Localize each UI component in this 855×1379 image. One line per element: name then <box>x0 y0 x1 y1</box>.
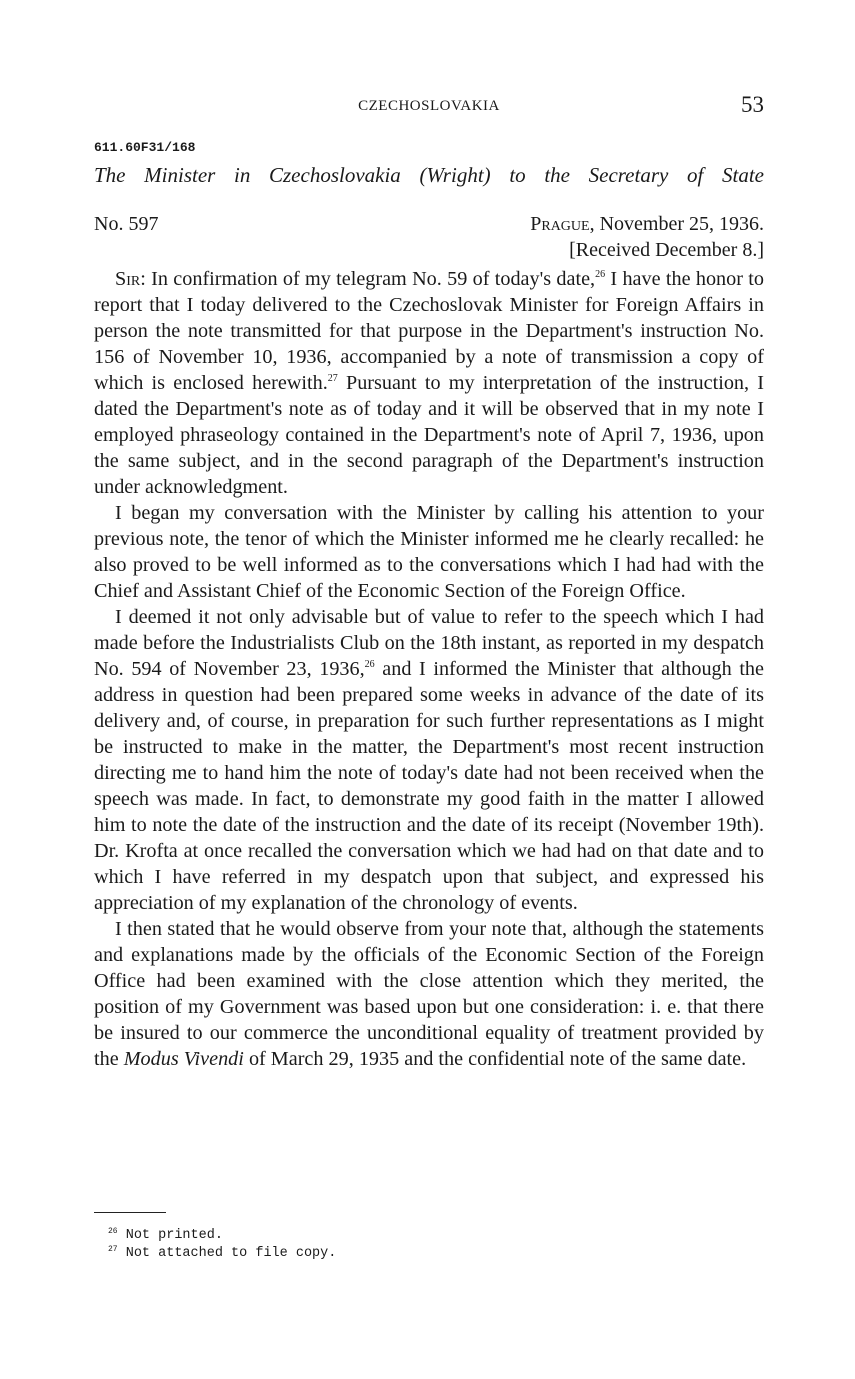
paragraph-text: and I informed the Minister that although the address in question had been prepared some weeks in advance of the date of its delivery and, of course, in preparation for such further representations as I might be instructed to make in the matter, the Department's most recent instruction directing me to hand him the note of today's date had not been received when the speech was made. In fact, to demonstrate my good faith in the matter I allowed him to note the date of the instruction and the date of its receipt (November 19th). Dr. Krofta at once recalled the conversation which we had had on that date and to which I have referred in my despatch upon that subject, and expressed his appreciation of my explanation of the chronology of events. <box>94 658 764 914</box>
footnote-ref: 26 <box>364 659 375 670</box>
paragraph-text: : In confirmation of my telegram No. 59 of today's date, <box>140 268 596 290</box>
italic-term: Modus Vivendi <box>123 1048 244 1070</box>
paragraph: I began my conversation with the Minister by calling his attention to your previous note, the tenor of which the Minister informed me he clearly recalled: he also proved to be well informed as to the conversations which I had had with the Chief and Assistant Chief of the Economic Section of the Foreign Office. <box>94 502 764 602</box>
footnote-mark: 27 <box>108 1245 118 1255</box>
salutation: Sir <box>115 268 141 290</box>
paragraph <box>94 266 764 500</box>
paragraph <box>94 916 764 1072</box>
document-number: No. 597 <box>94 213 159 235</box>
footnote-ref: 26 <box>595 269 606 280</box>
date: , November 25, 1936. <box>589 213 764 235</box>
running-title: CZECHOSLOVAKIA <box>358 98 500 114</box>
footnote-text: Not attached to file copy. <box>125 1246 337 1261</box>
dateline <box>530 211 764 263</box>
running-header <box>94 92 764 122</box>
footnote <box>108 1227 336 1245</box>
page-number: 53 <box>741 92 764 117</box>
file-number: 611.60F31/168 <box>94 140 196 155</box>
footnotes <box>108 1227 336 1263</box>
paragraph-text: I have the honor to report that I today delivered to the Czechoslovak Minister for Foreign Affairs in person the note transmitted for that purpose in the Department's instruction No. 156 of November 10, 1936, accompanied by a note of transmission a copy of which is enclosed herewith. <box>94 268 764 394</box>
place: Prague <box>530 213 590 235</box>
footnote-text: Not printed. <box>125 1228 223 1243</box>
footnote-divider <box>94 1212 166 1213</box>
footnote-mark: 26 <box>108 1227 118 1237</box>
footnote-ref: 27 <box>327 373 338 384</box>
place-date <box>530 211 764 237</box>
paragraph-text: Pursuant to my interpretation of the instruction, I dated the Department's note as of today and it will be observed that in my note I employed phraseology contained in the Department's note of April 7, 1936, upon the same subject, and in the second paragraph of the Department's instruction under acknowledgment. <box>94 372 765 498</box>
footnote <box>108 1245 336 1263</box>
paragraph-text: of March 29, 1935 and the confidential note of the same date. <box>243 1048 747 1070</box>
received-date: [Received December 8.] <box>569 239 764 261</box>
paragraph-text: I then stated that he would observe from your note that, although the statements and explanations made by the officials of the Economic Section of the Foreign Office had been examined with the close attention which they merited, the position of my Government was based upon but one consideration: i. e. that there be insured to our commerce the unconditional equality of treatment provided by the <box>94 918 764 1070</box>
document-title: The Minister in Czechoslovakia (Wright) to the Secretary of State <box>94 163 764 187</box>
letter-body <box>94 266 764 1072</box>
paragraph-text: I deemed it not only advisable but of value to refer to the speech which I had made before the Industrialists Club on the 18th instant, as reported in my despatch No. 594 of November 23, 1936, <box>94 606 764 680</box>
paragraph <box>94 604 764 916</box>
